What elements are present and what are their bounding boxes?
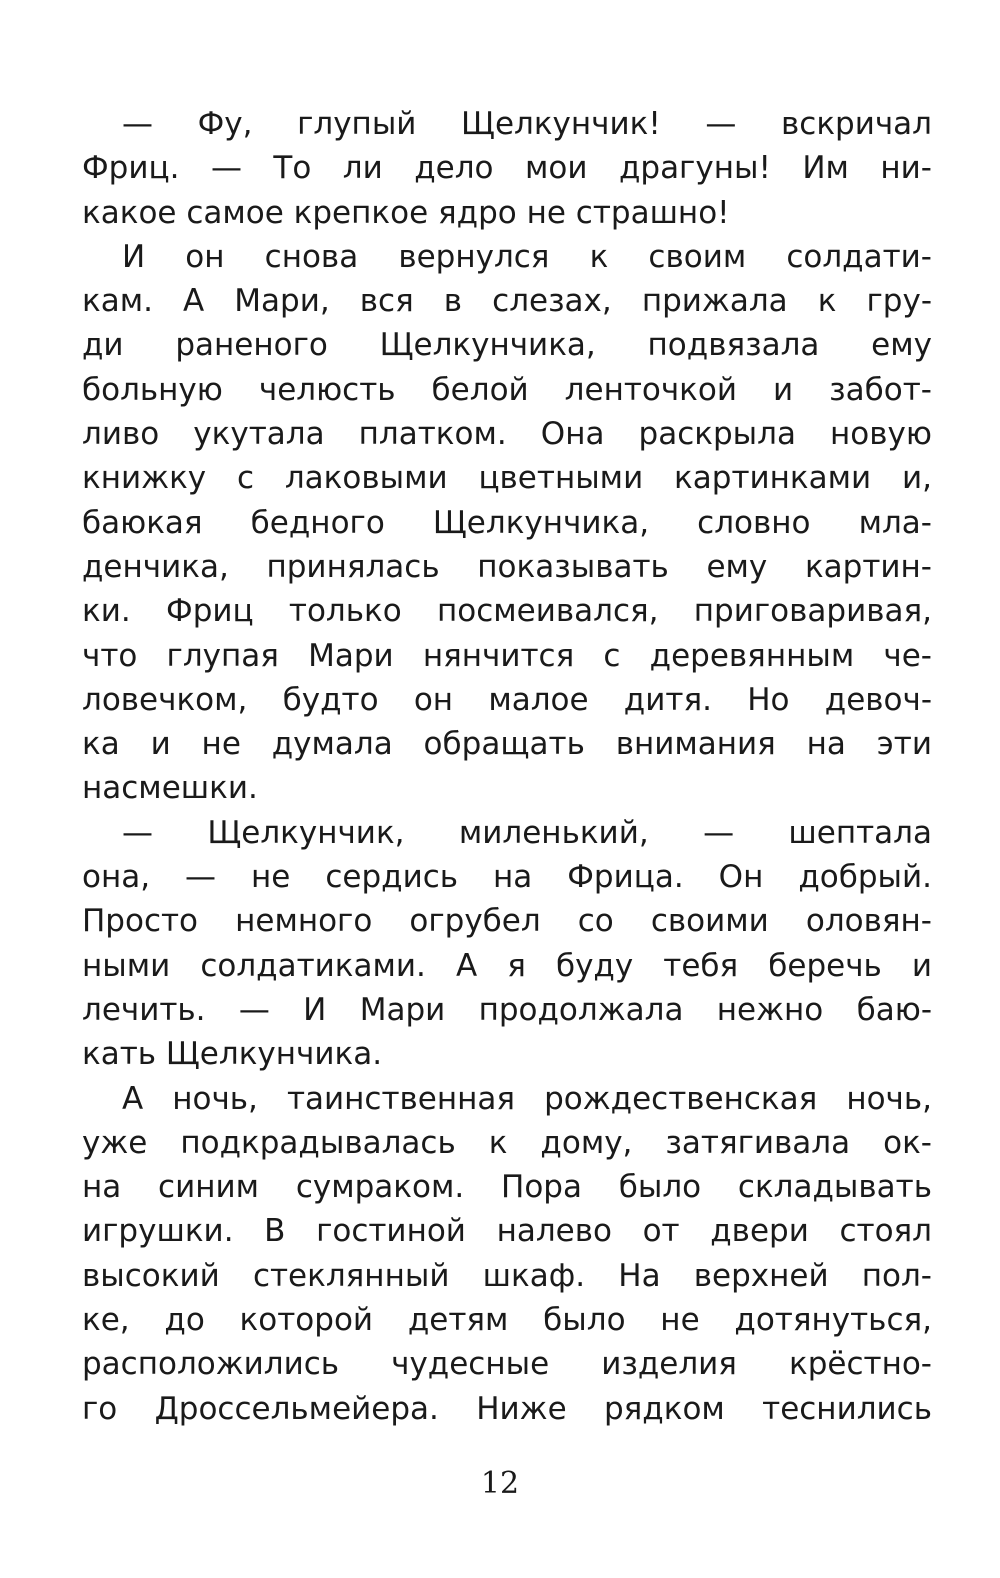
text-line: ными солдатиками. А я буду тебя беречь и [82,947,932,984]
text-line: ки. Фриц только посмеивался, приговаривая, [82,593,932,630]
text-line: что глупая Мари нянчится с деревянным че- [82,637,932,674]
page-number: 12 [480,1466,520,1501]
text-line: денчика, принялась показывать ему картин- [82,548,932,585]
text-line: го Дроссельмейера. Ниже рядком теснились [82,1390,932,1427]
text-line: она, — не сердись на Фрица. Он добрый. [82,859,932,896]
body-text [82,102,932,1431]
text-line: кам. А Мари, вся в слезах, прижала к гру- [82,283,932,320]
text-line: насмешки. [82,770,258,807]
text-line: ловечком, будто он малое дитя. Но девоч- [82,681,932,718]
text-line: баюкая бедного Щелкунчика, словно мла- [82,504,932,541]
text-line: ка и не думала обращать внимания на эти [82,726,932,763]
text-line: — Щелкунчик, миленький, — шептала [122,814,932,851]
text-line: ливо укутала платком. Она раскрыла новую [82,416,932,453]
text-line: на синим сумраком. Пора было складывать [82,1169,932,1206]
text-line: — Фу, глупый Щелкунчик! — вскричал [122,106,932,142]
text-line: А ночь, таинственная рождественская ночь, [122,1080,932,1117]
text-line: ди раненого Щелкунчика, подвязала ему [82,327,932,364]
text-line: Просто немного огрубел со своими оловян- [82,903,932,940]
text-line: высокий стеклянный шкаф. На верхней пол- [82,1257,932,1294]
text-line: больную челюсть белой ленточкой и забот- [82,371,932,408]
text-line: какое самое крепкое ядро не страшно! [82,194,730,231]
text-line: И он снова вернулся к своим солдати- [122,238,932,275]
text-line: Фриц. — То ли дело мои драгуны! Им ни- [82,150,932,187]
text-line: книжку с лаковыми цветными картинками и, [82,460,932,497]
text-line: ке, до которой детям было не дотянуться, [82,1302,932,1339]
text-line: игрушки. В гостиной налево от двери стоял [82,1213,932,1250]
text-line: расположились чудесные изделия крёстно- [82,1346,932,1383]
text-line: уже подкрадывалась к дому, затягивала ок- [82,1124,932,1161]
text-line: лечить. — И Мари продолжала нежно баю- [82,991,932,1028]
text-line: кать Щелкунчика. [82,1036,383,1073]
